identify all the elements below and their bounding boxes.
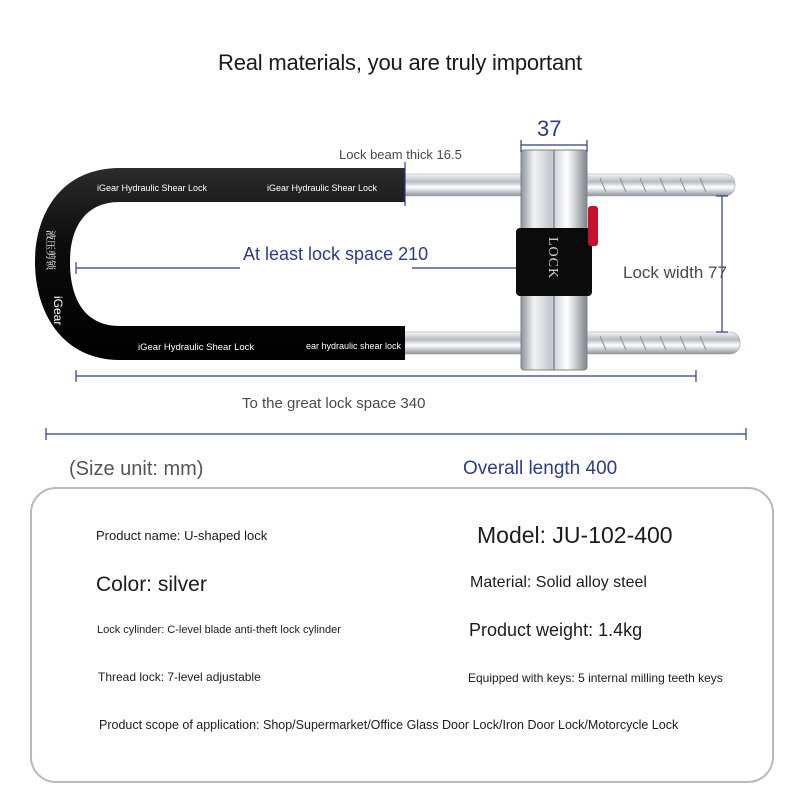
sleeve-print-top-left: iGear Hydraulic Shear Lock <box>97 183 208 193</box>
spec-weight: Product weight: 1.4kg <box>469 620 643 640</box>
lock-body-width-label: 37 <box>537 116 562 141</box>
size-unit-label: (Size unit: mm) <box>69 458 204 480</box>
sleeve-print-bottom-left: iGear Hydraulic Shear Lock <box>138 342 255 353</box>
least-lock-space-label: At least lock space 210 <box>243 244 429 264</box>
overall-length-label: Overall length 400 <box>463 458 618 479</box>
spec-model: Model: JU-102-400 <box>477 522 673 548</box>
great-lock-space-label: To the great lock space 340 <box>242 395 426 412</box>
lock-body-label: LOCK <box>545 237 560 280</box>
sleeve-print-bottom-right: ear hydraulic shear lock <box>306 341 402 351</box>
spec-thread-lock: Thread lock: 7-level adjustable <box>98 670 261 684</box>
page-headline: Real materials, you are truly important <box>218 50 582 75</box>
sleeve-print-top-right: iGear Hydraulic Shear Lock <box>267 183 378 193</box>
sleeve-brand-chinese: 液压剪锁 <box>44 230 55 270</box>
red-release-button <box>588 206 598 246</box>
spec-scope: Product scope of application: Shop/Supermarket/Office Glass Door Lock/Iron Door Lock/Motorcycle Lock <box>99 718 679 732</box>
spec-keys: Equipped with keys: 5 internal milling teeth keys <box>468 671 723 685</box>
spec-lock-cylinder: Lock cylinder: C-level blade anti-theft lock cylinder <box>97 624 341 636</box>
spec-color: Color: silver <box>96 573 207 596</box>
beam-thickness-label: Lock beam thick 16.5 <box>339 147 462 162</box>
spec-product-name: Product name: U-shaped lock <box>96 528 268 543</box>
spec-material: Material: Solid alloy steel <box>470 574 647 591</box>
sleeve-brand-vertical: iGear <box>51 296 65 326</box>
lock-width-label: Lock width 77 <box>623 263 727 282</box>
